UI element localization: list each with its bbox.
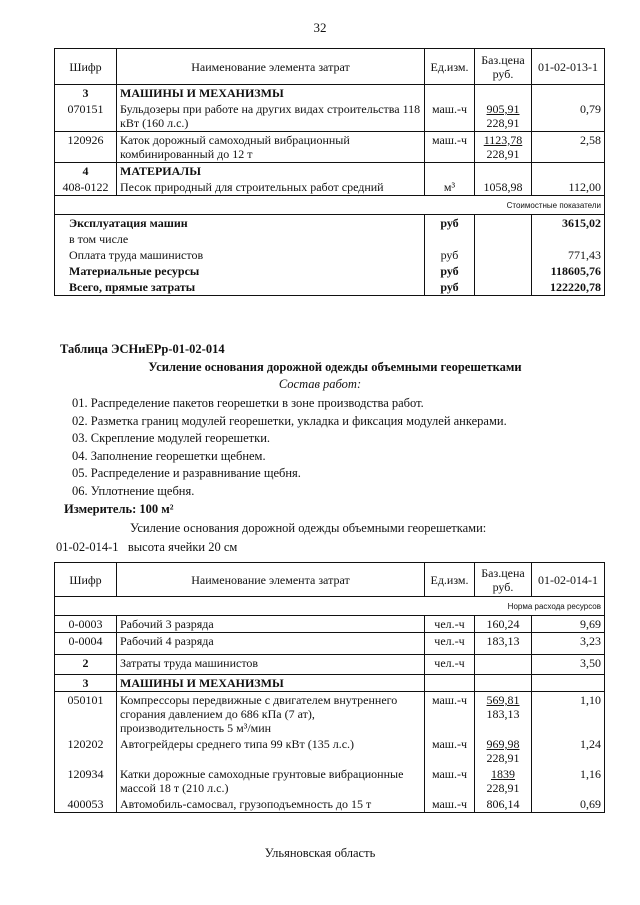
row-value: 1,10: [532, 692, 605, 737]
row-price-main: 1123,78: [483, 133, 523, 147]
row-unit: маш.-ч: [425, 692, 475, 737]
row-price-main: 969,98: [486, 737, 520, 751]
cost-table-1: [54, 48, 605, 296]
table-row: [55, 101, 605, 132]
summary-unit: руб: [425, 263, 475, 279]
row-unit: маш.-ч: [425, 101, 475, 132]
row-name: Рабочий 4 разряда: [117, 633, 425, 655]
header-price: Баз.цена руб.: [475, 563, 532, 597]
row-name: Компрессоры передвижные с двигателем внутреннего сгорания давлением до 686 кПа (7 ат), производительность 5 м³/мин: [117, 692, 425, 737]
summary-unit: руб: [425, 279, 475, 296]
composition-title: Состав работ:: [278, 377, 362, 391]
row-price-main: 1839: [491, 767, 515, 781]
row-name: Автомобиль-самосвал, грузоподъемность до 15 т: [117, 796, 425, 813]
summary-unit: руб: [425, 215, 475, 232]
row-value: 1,16: [532, 766, 605, 796]
header-price: Баз.цена руб.: [475, 49, 532, 85]
table-subtitle: Усиление основания дорожной одежды объемными георешетками: [148, 360, 522, 374]
summary-name: Оплата труда машинистов: [55, 247, 425, 263]
work-item: 04. Заполнение георешетки щебнем.: [72, 448, 266, 463]
table-row: [55, 736, 605, 766]
row-name: Катки дорожные самоходные грунтовые вибрационные массой 18 т (210 л.с.): [117, 766, 425, 796]
row-price-main: 905,91: [486, 102, 520, 116]
work-item: 05. Распределение и разравнивание щебня.: [72, 466, 301, 480]
row-price-labor: 228,91: [486, 751, 520, 765]
row-price-main: 1058,98: [475, 179, 532, 196]
works-list: [72, 395, 507, 500]
header-norm-code: 01-02-013-1: [532, 49, 605, 85]
row-unit: маш.-ч: [425, 766, 475, 796]
summary-value: 771,43: [532, 247, 605, 263]
row-code: 120934: [55, 766, 117, 796]
summary-row: [55, 279, 605, 296]
row-price-labor: 228,91: [486, 116, 520, 130]
table-row: [55, 692, 605, 737]
table-row: [55, 616, 605, 633]
row-name: Каток дорожный самоходный вибрационный комбинированный до 12 т: [117, 132, 425, 163]
row-price-labor: 228,91: [486, 781, 520, 795]
row-unit: маш.-ч: [425, 796, 475, 813]
row-price-labor: 228,91: [486, 147, 520, 161]
section-number: 4: [55, 163, 117, 180]
row-price-main: 183,13: [475, 633, 532, 655]
row-value: 1,24: [532, 736, 605, 766]
section-row: [55, 163, 605, 180]
header-unit: Ед.изм.: [425, 563, 475, 597]
row-code: 050101: [55, 692, 117, 737]
cost-table-2: [54, 562, 605, 813]
meter-label: Измеритель: 100 м²: [64, 502, 174, 516]
section-title: МАШИНЫ И МЕХАНИЗМЫ: [117, 675, 425, 692]
section-row: [55, 675, 605, 692]
table-row: [55, 633, 605, 655]
row-value: 0,79: [532, 101, 605, 132]
summary-row: [55, 263, 605, 279]
work-item: 01. Распределение пакетов георешетки в зоне производства работ.: [72, 396, 424, 410]
row-value: 0,69: [532, 796, 605, 813]
row-unit: маш.-ч: [425, 736, 475, 766]
section-row: [55, 85, 605, 102]
row-code: 400053: [55, 796, 117, 813]
row-code: 408-0122: [55, 179, 117, 196]
row-code: 0-0003: [55, 616, 117, 633]
row-price-main: 160,24: [475, 616, 532, 633]
section-value: 3,50: [532, 655, 605, 675]
table-row: [55, 132, 605, 163]
header-name: Наименование элемента затрат: [117, 49, 425, 85]
summary-row: [55, 247, 605, 263]
cost-indicators-label: Стоимостные показатели: [506, 201, 601, 210]
work-item: 06. Уплотнение щебня.: [72, 483, 195, 498]
summary-row: [55, 231, 605, 247]
header-code: Шифр: [55, 49, 117, 85]
table-row: [55, 766, 605, 796]
section-title: МАШИНЫ И МЕХАНИЗМЫ: [117, 85, 425, 102]
header-code: Шифр: [55, 563, 117, 597]
section-unit: чел.-ч: [425, 655, 475, 675]
header-norm-code: 01-02-014-1: [532, 563, 605, 597]
row-price-main: 806,14: [475, 796, 532, 813]
row-code: 070151: [55, 101, 117, 132]
summary-name: Материальные ресурсы: [55, 263, 425, 279]
row-value: 2,58: [532, 132, 605, 163]
work-item: 02. Разметка границ модулей георешетки, укладка и фиксация модулей анкерами.: [72, 413, 507, 428]
row-name: Автогрейдеры среднего типа 99 кВт (135 л.с.): [117, 736, 425, 766]
header-name: Наименование элемента затрат: [117, 563, 425, 597]
norm-code-caption: 01-02-014-1 высота ячейки 20 см: [56, 540, 238, 554]
work-item: 03. Скрепление модулей георешетки.: [72, 431, 271, 445]
table-title: Таблица ЭСНиЕРр-01-02-014: [60, 342, 225, 356]
norm-caption: Усиление основания дорожной одежды объемными георешетками:: [130, 521, 487, 535]
section-number: 3: [55, 675, 117, 692]
row-price-labor: 183,13: [486, 707, 520, 721]
row-name: Бульдозеры при работе на других видах строительства 118 кВт (160 л.с.): [117, 101, 425, 132]
row-name: Рабочий 3 разряда: [117, 616, 425, 633]
summary-name: Всего, прямые затраты: [55, 279, 425, 296]
row-unit: чел.-ч: [425, 616, 475, 633]
row-value: 112,00: [532, 179, 605, 196]
row-price-main: 569,81: [486, 693, 520, 707]
page-footer: Ульяновская область: [264, 846, 376, 860]
row-code: 120202: [55, 736, 117, 766]
row-value: 3,23: [532, 633, 605, 655]
row-unit: м³: [425, 179, 475, 196]
summary-value: 3615,02: [532, 215, 605, 232]
row-code: 120926: [55, 132, 117, 163]
row-name: Песок природный для строительных работ средний: [117, 179, 425, 196]
row-value: 9,69: [532, 616, 605, 633]
summary-value: 122220,78: [532, 279, 605, 296]
norm-consumption-label: Норма расхода ресурсов: [507, 602, 601, 611]
table-row: [55, 796, 605, 813]
summary-name: в том числе: [55, 231, 425, 247]
row-unit: чел.-ч: [425, 633, 475, 655]
section-title: Затраты труда машинистов: [117, 655, 425, 675]
section-row: [55, 655, 605, 675]
row-code: 0-0004: [55, 633, 117, 655]
summary-value: 118605,76: [532, 263, 605, 279]
section-number: 2: [55, 655, 117, 675]
summary-unit: руб: [425, 247, 475, 263]
page-number: 32: [313, 20, 327, 35]
section-number: 3: [55, 85, 117, 102]
section-title: МАТЕРИАЛЫ: [117, 163, 425, 180]
header-unit: Ед.изм.: [425, 49, 475, 85]
summary-name: Эксплуатация машин: [55, 215, 425, 232]
table-row: [55, 179, 605, 196]
summary-row: [55, 215, 605, 232]
row-unit: маш.-ч: [425, 132, 475, 163]
